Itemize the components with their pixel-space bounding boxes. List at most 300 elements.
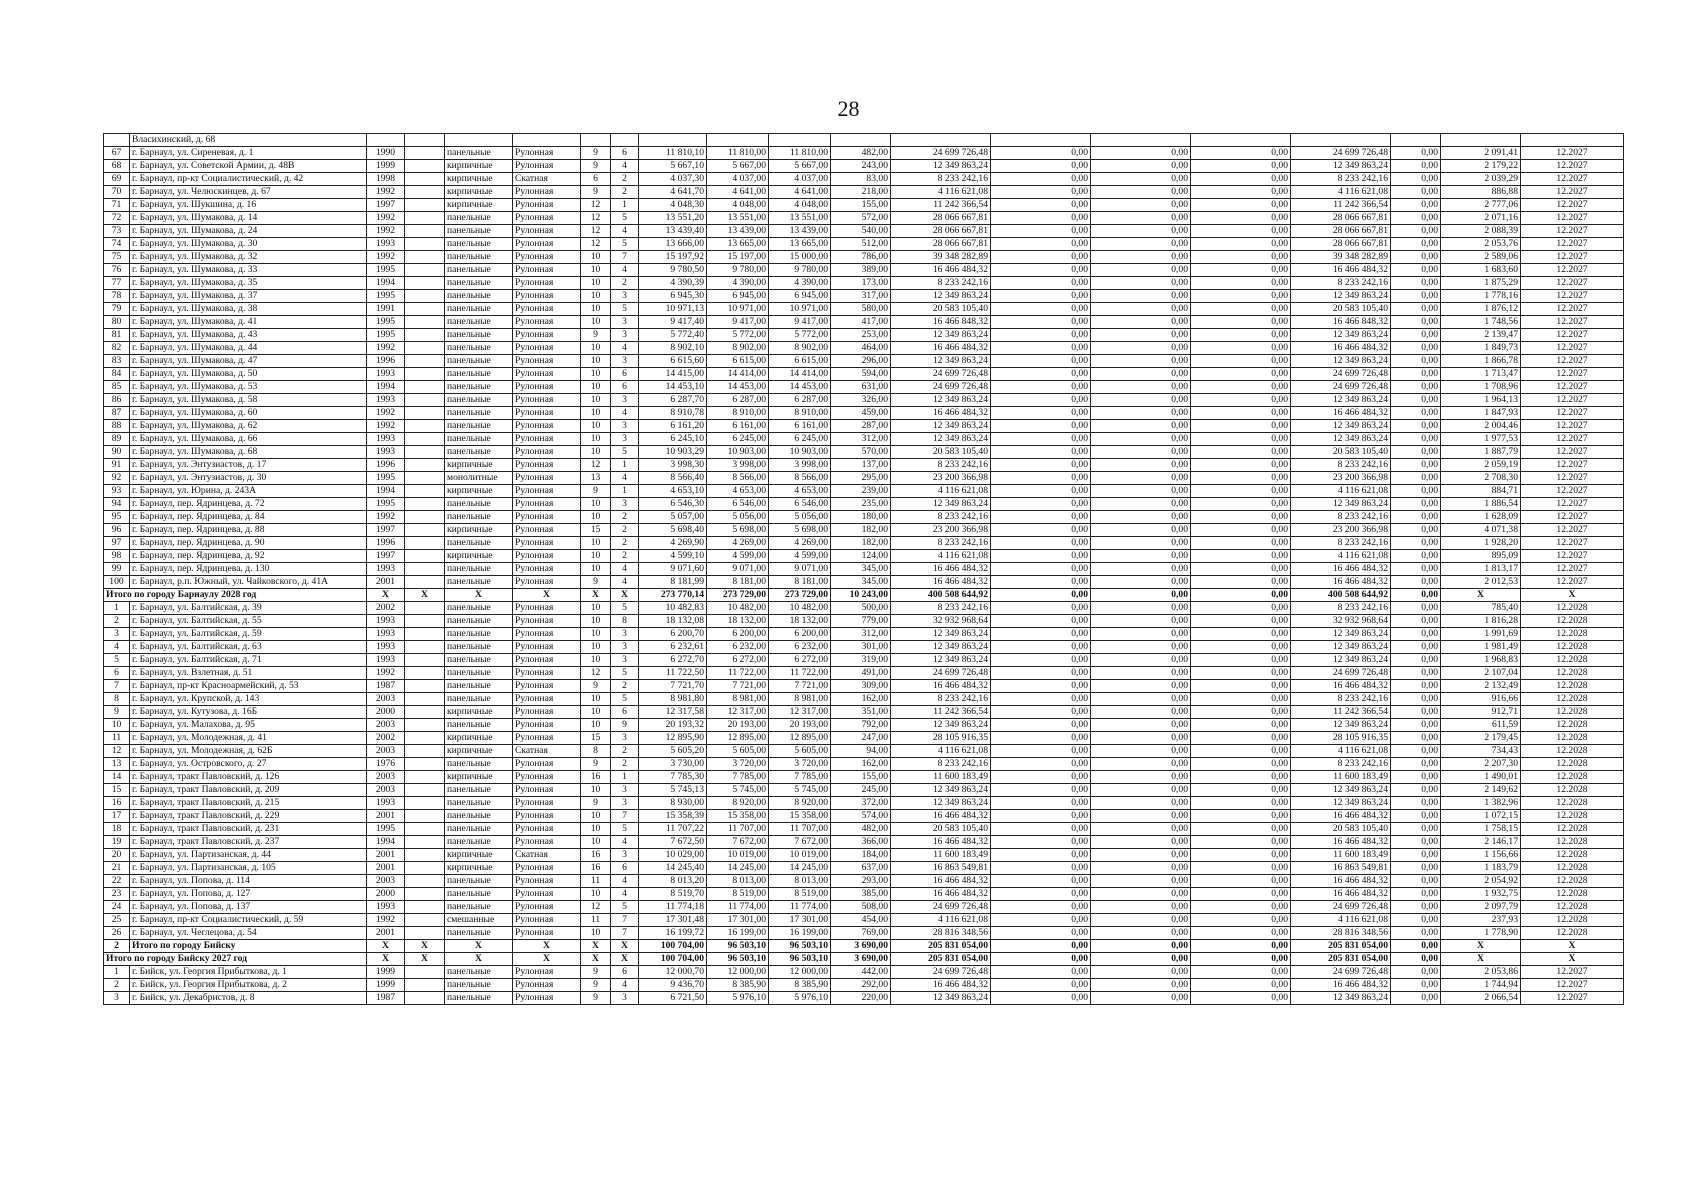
table-cell: г. Барнаул, тракт Павловский, д. 229 bbox=[130, 810, 367, 823]
table-cell: 0,00 bbox=[1191, 849, 1291, 862]
table-cell: г. Барнаул, ул. Шумакова, д. 33 bbox=[130, 264, 367, 277]
table-cell: 10 029,00 bbox=[639, 849, 707, 862]
table-body bbox=[104, 134, 1624, 1005]
table-cell: 1 847,93 bbox=[1441, 407, 1521, 420]
table-cell: 12 895,00 bbox=[769, 732, 831, 745]
table-cell: 0,00 bbox=[1091, 914, 1191, 927]
table-cell: 417,00 bbox=[831, 316, 891, 329]
table-cell: Рулонная bbox=[513, 446, 581, 459]
table-cell: 10 bbox=[581, 927, 611, 940]
table-cell: 9 bbox=[581, 160, 611, 173]
table-cell: панельные bbox=[445, 329, 513, 342]
table-cell: г. Барнаул, ул. Островского, д. 27 bbox=[130, 758, 367, 771]
table-cell: 11 722,00 bbox=[707, 667, 769, 680]
table-cell: 9 bbox=[104, 706, 130, 719]
table-cell: 2 bbox=[611, 186, 639, 199]
table-cell: 10 bbox=[581, 355, 611, 368]
table-cell: 16 466 484,32 bbox=[1291, 875, 1391, 888]
table-cell: 8 910,78 bbox=[639, 407, 707, 420]
table-cell: г. Барнаул, ул. Партизанская, д. 105 bbox=[130, 862, 367, 875]
table-cell: 7 bbox=[611, 914, 639, 927]
table-cell: 245,00 bbox=[831, 784, 891, 797]
table-cell: 1 981,49 bbox=[1441, 641, 1521, 654]
table-cell: 6 272,00 bbox=[707, 654, 769, 667]
table-cell: 28 066 667,81 bbox=[1291, 225, 1391, 238]
table-cell: 12 317,00 bbox=[769, 706, 831, 719]
table-cell: 205 831 054,00 bbox=[1291, 953, 1391, 966]
table-cell: 0,00 bbox=[1391, 459, 1441, 472]
table-row bbox=[104, 849, 1624, 862]
table-cell: 0,00 bbox=[1191, 186, 1291, 199]
table-cell: 5 772,40 bbox=[639, 329, 707, 342]
table-cell: 1 849,73 bbox=[1441, 342, 1521, 355]
table-cell: 12 bbox=[581, 225, 611, 238]
table-cell: 0,00 bbox=[991, 992, 1091, 1005]
table-cell: 0,00 bbox=[1391, 732, 1441, 745]
table-cell: 4 269,00 bbox=[707, 537, 769, 550]
table-cell: 4 116 621,08 bbox=[1291, 914, 1391, 927]
table-cell: 6 200,00 bbox=[707, 628, 769, 641]
table-row bbox=[104, 186, 1624, 199]
table-cell: 5 bbox=[611, 693, 639, 706]
table-cell: 7 721,70 bbox=[639, 680, 707, 693]
table-cell: 28 066 667,81 bbox=[891, 225, 991, 238]
table-cell: 8 233 242,16 bbox=[1291, 537, 1391, 550]
table-cell: 2 bbox=[611, 745, 639, 758]
table-cell bbox=[405, 342, 445, 355]
table-cell: 13 439,00 bbox=[707, 225, 769, 238]
table-cell: 6 945,30 bbox=[639, 290, 707, 303]
table-row bbox=[104, 979, 1624, 992]
table-cell: 9 bbox=[581, 680, 611, 693]
table-cell: 0,00 bbox=[991, 225, 1091, 238]
table-cell: 293,00 bbox=[831, 875, 891, 888]
table-cell: 0,00 bbox=[1091, 901, 1191, 914]
table-cell: Рулонная bbox=[513, 251, 581, 264]
table-cell: 6 272,00 bbox=[769, 654, 831, 667]
table-cell: Рулонная bbox=[513, 524, 581, 537]
table-cell: 1 490,01 bbox=[1441, 771, 1521, 784]
table-cell: 4 269,00 bbox=[769, 537, 831, 550]
table-cell: Рулонная bbox=[513, 732, 581, 745]
table-cell: 0,00 bbox=[991, 316, 1091, 329]
table-cell: 12 895,90 bbox=[639, 732, 707, 745]
table-cell: 0,00 bbox=[991, 706, 1091, 719]
table-row bbox=[104, 706, 1624, 719]
table-cell: 9 780,00 bbox=[707, 264, 769, 277]
table-cell: 0,00 bbox=[991, 771, 1091, 784]
table-cell: 9 bbox=[581, 485, 611, 498]
table-cell: 92 bbox=[104, 472, 130, 485]
table-cell: 3 bbox=[611, 641, 639, 654]
table-cell: 385,00 bbox=[831, 888, 891, 901]
table-cell: 0,00 bbox=[991, 485, 1091, 498]
table-cell: 11 722,50 bbox=[639, 667, 707, 680]
table-cell: 14 245,00 bbox=[769, 862, 831, 875]
table-cell: 11 bbox=[581, 875, 611, 888]
table-cell: 0,00 bbox=[1191, 160, 1291, 173]
table-cell: 10 bbox=[104, 719, 130, 732]
table-cell: 0,00 bbox=[991, 472, 1091, 485]
table-cell: Рулонная bbox=[513, 667, 581, 680]
table-cell: 10 243,00 bbox=[831, 589, 891, 602]
table-cell: 12.2028 bbox=[1521, 615, 1624, 628]
table-cell: 73 bbox=[104, 225, 130, 238]
table-cell: 4 116 621,08 bbox=[1291, 485, 1391, 498]
table-cell: 205 831 054,00 bbox=[891, 953, 991, 966]
table-cell: 28 105 916,35 bbox=[891, 732, 991, 745]
table-cell: 12.2028 bbox=[1521, 901, 1624, 914]
table-cell: 1 886,54 bbox=[1441, 498, 1521, 511]
table-cell: 16 466 484,32 bbox=[891, 810, 991, 823]
table-cell: X bbox=[405, 940, 445, 953]
table-cell: 351,00 bbox=[831, 706, 891, 719]
table-cell: X bbox=[1441, 589, 1521, 602]
table-cell: г. Барнаул, ул. Балтийская, д. 39 bbox=[130, 602, 367, 615]
table-cell: 3 bbox=[611, 628, 639, 641]
table-cell: 0,00 bbox=[1391, 316, 1441, 329]
table-cell: X bbox=[445, 953, 513, 966]
table-cell bbox=[405, 368, 445, 381]
table-cell: 15 bbox=[581, 524, 611, 537]
table-cell: 12.2027 bbox=[1521, 160, 1624, 173]
table-cell: 205 831 054,00 bbox=[1291, 940, 1391, 953]
table-cell: 12 349 863,24 bbox=[891, 784, 991, 797]
table-cell: 4 116 621,08 bbox=[1291, 550, 1391, 563]
table-cell: панельные bbox=[445, 342, 513, 355]
table-cell: 12.2027 bbox=[1521, 459, 1624, 472]
table-cell: 0,00 bbox=[1391, 940, 1441, 953]
table-cell: г. Барнаул, пер. Ядринцева, д. 90 bbox=[130, 537, 367, 550]
table-cell: 10 bbox=[581, 784, 611, 797]
table-cell: 12.2027 bbox=[1521, 290, 1624, 303]
table-cell: 0,00 bbox=[991, 420, 1091, 433]
table-cell: 28 105 916,35 bbox=[1291, 732, 1391, 745]
table-cell: панельные bbox=[445, 394, 513, 407]
table-cell: 24 699 726,48 bbox=[1291, 901, 1391, 914]
table-cell: г. Барнаул, тракт Павловский, д. 231 bbox=[130, 823, 367, 836]
table-cell: 12.2028 bbox=[1521, 602, 1624, 615]
table-cell: 0,00 bbox=[1391, 901, 1441, 914]
table-cell: 6 546,00 bbox=[707, 498, 769, 511]
table-cell: 12.2027 bbox=[1521, 147, 1624, 160]
table-cell: 0,00 bbox=[1391, 810, 1441, 823]
table-cell: 5 667,10 bbox=[639, 160, 707, 173]
table-cell: кирпичные bbox=[445, 745, 513, 758]
table-cell: 10 bbox=[581, 381, 611, 394]
table-cell: 0,00 bbox=[1391, 563, 1441, 576]
table-cell: 8 233 242,16 bbox=[1291, 277, 1391, 290]
table-cell: 6 bbox=[611, 706, 639, 719]
table-cell: 0,00 bbox=[1391, 875, 1441, 888]
table-cell: 9 bbox=[581, 329, 611, 342]
table-cell: Рулонная bbox=[513, 355, 581, 368]
table-cell: Рулонная bbox=[513, 459, 581, 472]
table-cell: 0,00 bbox=[1191, 589, 1291, 602]
table-cell bbox=[405, 290, 445, 303]
table-cell bbox=[405, 875, 445, 888]
table-cell: 20 bbox=[104, 849, 130, 862]
table-cell: панельные bbox=[445, 966, 513, 979]
table-cell: 1996 bbox=[367, 355, 405, 368]
table-cell: 16 466 484,32 bbox=[891, 563, 991, 576]
table-cell: 24 bbox=[104, 901, 130, 914]
table-cell: X bbox=[367, 940, 405, 953]
table-cell bbox=[405, 498, 445, 511]
table-row bbox=[104, 836, 1624, 849]
table-cell: 10 971,13 bbox=[639, 303, 707, 316]
table-cell: X bbox=[611, 589, 639, 602]
table-cell: 0,00 bbox=[1091, 589, 1191, 602]
table-cell: 508,00 bbox=[831, 901, 891, 914]
table-cell bbox=[1291, 134, 1391, 147]
table-cell: 77 bbox=[104, 277, 130, 290]
table-cell: 10 bbox=[581, 537, 611, 550]
table-cell: 13 666,00 bbox=[639, 238, 707, 251]
table-cell: 0,00 bbox=[991, 446, 1091, 459]
table-row bbox=[104, 342, 1624, 355]
table-cell: 70 bbox=[104, 186, 130, 199]
table-cell: 99 bbox=[104, 563, 130, 576]
table-cell: 0,00 bbox=[1091, 381, 1191, 394]
table-cell: 786,00 bbox=[831, 251, 891, 264]
table-cell: 90 bbox=[104, 446, 130, 459]
table-cell: 10 bbox=[581, 251, 611, 264]
table-cell: 5 605,00 bbox=[769, 745, 831, 758]
table-cell: 0,00 bbox=[1191, 199, 1291, 212]
table-cell: 464,00 bbox=[831, 342, 891, 355]
table-row bbox=[104, 810, 1624, 823]
table-cell: г. Барнаул, ул. Шумакова, д. 37 bbox=[130, 290, 367, 303]
table-cell: 0,00 bbox=[1191, 680, 1291, 693]
table-cell: 8 013,00 bbox=[707, 875, 769, 888]
table-cell: 0,00 bbox=[991, 641, 1091, 654]
table-cell: 12 000,70 bbox=[639, 966, 707, 979]
table-cell: 1 bbox=[104, 602, 130, 615]
table-cell: г. Барнаул, ул. Партизанская, д. 44 bbox=[130, 849, 367, 862]
table-cell: Рулонная bbox=[513, 303, 581, 316]
table-cell: Рулонная bbox=[513, 199, 581, 212]
table-cell: 570,00 bbox=[831, 446, 891, 459]
table-cell: 4 bbox=[611, 342, 639, 355]
table-cell: 1 628,09 bbox=[1441, 511, 1521, 524]
table-cell: 0,00 bbox=[991, 251, 1091, 264]
table-cell: 13 bbox=[581, 472, 611, 485]
table-cell: 0,00 bbox=[1191, 472, 1291, 485]
table-cell: 16 466 484,32 bbox=[1291, 836, 1391, 849]
table-cell: 7 bbox=[611, 810, 639, 823]
table-row bbox=[104, 433, 1624, 446]
table-cell: 11 722,00 bbox=[769, 667, 831, 680]
table-cell: 0,00 bbox=[1091, 186, 1191, 199]
table-cell: 16 466 484,32 bbox=[1291, 576, 1391, 589]
table-cell: 0,00 bbox=[991, 511, 1091, 524]
table-cell: 0,00 bbox=[1391, 849, 1441, 862]
table-cell: 6 161,00 bbox=[769, 420, 831, 433]
table-row bbox=[104, 212, 1624, 225]
table-cell: 180,00 bbox=[831, 511, 891, 524]
table-cell: 0,00 bbox=[1091, 316, 1191, 329]
table-cell: 3 bbox=[611, 420, 639, 433]
table-cell: 10 bbox=[581, 836, 611, 849]
table-cell: 1993 bbox=[367, 901, 405, 914]
table-cell: 12 349 863,24 bbox=[891, 719, 991, 732]
table-cell: 9 bbox=[581, 758, 611, 771]
table-cell: 23 200 366,98 bbox=[891, 524, 991, 537]
table-cell: 15 358,39 bbox=[639, 810, 707, 823]
table-cell: 11 774,00 bbox=[769, 901, 831, 914]
table-cell: Итого по городу Барнаулу 2028 год bbox=[104, 589, 367, 602]
table-cell: 12 bbox=[581, 667, 611, 680]
table-cell: 5 bbox=[611, 602, 639, 615]
table-cell: г. Барнаул, тракт Павловский, д. 126 bbox=[130, 771, 367, 784]
table-cell: 75 bbox=[104, 251, 130, 264]
table-cell: 16 bbox=[581, 771, 611, 784]
table-cell: 24 699 726,48 bbox=[891, 147, 991, 160]
table-cell: 12.2028 bbox=[1521, 914, 1624, 927]
table-cell: 2 bbox=[611, 173, 639, 186]
table-cell: 12.2027 bbox=[1521, 186, 1624, 199]
table-row bbox=[104, 147, 1624, 160]
table-cell: 2 179,22 bbox=[1441, 160, 1521, 173]
table-cell: 884,71 bbox=[1441, 485, 1521, 498]
table-cell: 100 704,00 bbox=[639, 940, 707, 953]
table-cell: 12 317,00 bbox=[707, 706, 769, 719]
table-cell: Рулонная bbox=[513, 862, 581, 875]
table-cell: 540,00 bbox=[831, 225, 891, 238]
table-row bbox=[104, 316, 1624, 329]
table-cell: 10 bbox=[581, 511, 611, 524]
table-cell: 319,00 bbox=[831, 654, 891, 667]
table-cell: 1 778,16 bbox=[1441, 290, 1521, 303]
table-cell: 8 233 242,16 bbox=[1291, 758, 1391, 771]
table-cell: 1994 bbox=[367, 277, 405, 290]
table-cell bbox=[405, 784, 445, 797]
table-cell: г. Барнаул, ул. Шумакова, д. 41 bbox=[130, 316, 367, 329]
table-cell: 2 bbox=[611, 758, 639, 771]
table-cell: 11 600 183,49 bbox=[891, 771, 991, 784]
table-cell: 0,00 bbox=[1391, 992, 1441, 1005]
table-cell: 0,00 bbox=[1191, 303, 1291, 316]
table-cell: Рулонная bbox=[513, 550, 581, 563]
table-cell: г. Барнаул, ул. Шумакова, д. 32 bbox=[130, 251, 367, 264]
table-cell: Скатная bbox=[513, 745, 581, 758]
table-cell: 0,00 bbox=[1191, 654, 1291, 667]
table-cell: 0,00 bbox=[991, 368, 1091, 381]
table-cell: 2 bbox=[104, 615, 130, 628]
table-cell: 0,00 bbox=[1391, 225, 1441, 238]
table-cell: Рулонная bbox=[513, 290, 581, 303]
table-cell: 0,00 bbox=[1191, 524, 1291, 537]
table-cell: 12.2028 bbox=[1521, 628, 1624, 641]
table-cell: г. Барнаул, пр-кт Социалистический, д. 42 bbox=[130, 173, 367, 186]
table-cell: 2 777,06 bbox=[1441, 199, 1521, 212]
table-cell: 6 287,00 bbox=[769, 394, 831, 407]
table-cell: панельные bbox=[445, 212, 513, 225]
table-cell: 4 bbox=[611, 888, 639, 901]
table-cell: 74 bbox=[104, 238, 130, 251]
table-cell: 0,00 bbox=[1191, 550, 1291, 563]
table-cell: 12 bbox=[581, 238, 611, 251]
table-cell: 12.2027 bbox=[1521, 381, 1624, 394]
table-cell: Рулонная bbox=[513, 407, 581, 420]
table-cell: 3 bbox=[611, 290, 639, 303]
table-cell: 11 810,00 bbox=[769, 147, 831, 160]
table-cell: 21 bbox=[104, 862, 130, 875]
table-cell: 12.2028 bbox=[1521, 641, 1624, 654]
table-cell: 2 012,53 bbox=[1441, 576, 1521, 589]
table-cell: 326,00 bbox=[831, 394, 891, 407]
table-cell: 11 242 366,54 bbox=[891, 199, 991, 212]
table-cell: 1 156,66 bbox=[1441, 849, 1521, 862]
table-cell: 0,00 bbox=[1091, 654, 1191, 667]
table-cell: 5 976,10 bbox=[707, 992, 769, 1005]
table-cell: X bbox=[1441, 940, 1521, 953]
table-cell: 12.2027 bbox=[1521, 368, 1624, 381]
table-cell: 16 466 484,32 bbox=[891, 576, 991, 589]
table-row bbox=[104, 368, 1624, 381]
table-cell: 8 233 242,16 bbox=[891, 758, 991, 771]
table-cell: панельные bbox=[445, 355, 513, 368]
table-cell: 0,00 bbox=[1391, 758, 1441, 771]
table-cell: Рулонная bbox=[513, 147, 581, 160]
table-cell: 1991 bbox=[367, 303, 405, 316]
table-cell: 6 945,00 bbox=[707, 290, 769, 303]
table-cell: 1993 bbox=[367, 368, 405, 381]
table-cell: 0,00 bbox=[991, 901, 1091, 914]
total-row bbox=[104, 589, 1624, 602]
table-cell: 3 690,00 bbox=[831, 953, 891, 966]
table-cell: 317,00 bbox=[831, 290, 891, 303]
table-cell: 6 200,70 bbox=[639, 628, 707, 641]
table-cell: 4 653,00 bbox=[769, 485, 831, 498]
table-cell: 2 179,45 bbox=[1441, 732, 1521, 745]
table-cell: 11 bbox=[581, 914, 611, 927]
table-cell: 4 bbox=[611, 407, 639, 420]
table-cell: 0,00 bbox=[1391, 433, 1441, 446]
table-cell: 287,00 bbox=[831, 420, 891, 433]
table-cell: 23 bbox=[104, 888, 130, 901]
table-cell: 162,00 bbox=[831, 693, 891, 706]
table-cell: Скатная bbox=[513, 173, 581, 186]
table-cell: 7 721,00 bbox=[707, 680, 769, 693]
table-cell: Рулонная bbox=[513, 966, 581, 979]
table-cell: панельные bbox=[445, 979, 513, 992]
table-row bbox=[104, 199, 1624, 212]
table-cell: панельные bbox=[445, 784, 513, 797]
table-cell: кирпичные bbox=[445, 199, 513, 212]
table-cell: 0,00 bbox=[991, 953, 1091, 966]
table-cell bbox=[405, 563, 445, 576]
table-row bbox=[104, 355, 1624, 368]
table-cell: 1994 bbox=[367, 485, 405, 498]
table-cell: 1987 bbox=[367, 992, 405, 1005]
table-cell: 12 349 863,24 bbox=[891, 628, 991, 641]
table-cell: 792,00 bbox=[831, 719, 891, 732]
table-cell: 93 bbox=[104, 485, 130, 498]
table-cell: 12 349 863,24 bbox=[891, 433, 991, 446]
table-cell: 0,00 bbox=[1191, 641, 1291, 654]
table-cell: 1997 bbox=[367, 199, 405, 212]
table-cell: 12 349 863,24 bbox=[1291, 433, 1391, 446]
table-cell: 78 bbox=[104, 290, 130, 303]
table-cell: 18 132,00 bbox=[707, 615, 769, 628]
table-cell: 12.2027 bbox=[1521, 485, 1624, 498]
table-cell: 10 bbox=[581, 394, 611, 407]
table-cell: 4 bbox=[611, 563, 639, 576]
table-cell: панельные bbox=[445, 719, 513, 732]
table-cell: 0,00 bbox=[1191, 381, 1291, 394]
